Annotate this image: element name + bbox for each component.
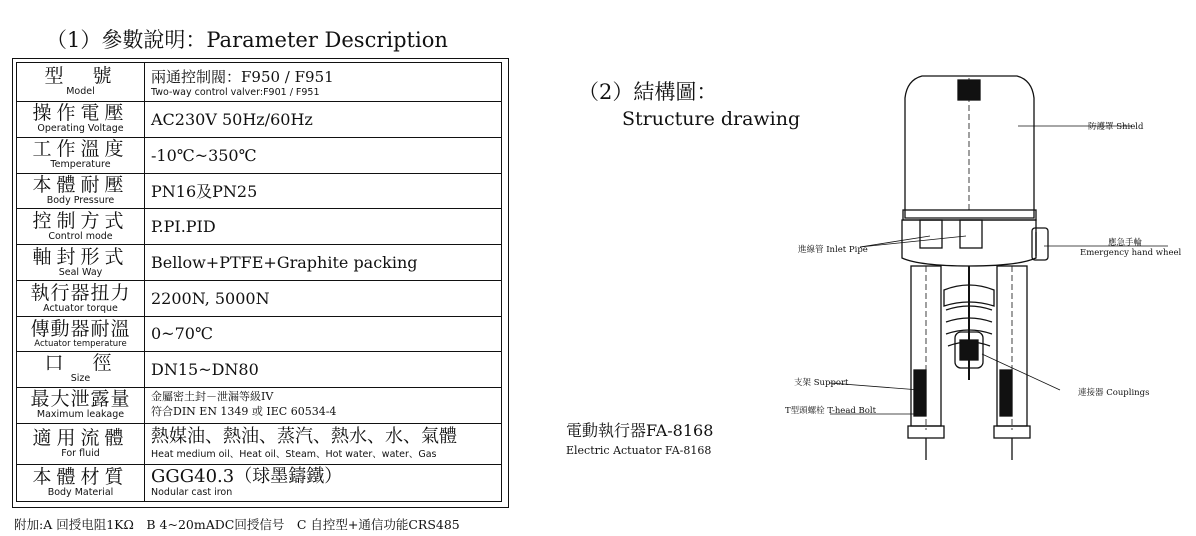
table-row — [17, 423, 502, 464]
value-sub: Heat medium oil、Heat oil、Steam、Hot water、water、Gas — [151, 449, 437, 461]
table-row — [17, 101, 502, 137]
callout-couplings: 連接器 Couplings — [1078, 388, 1150, 398]
value-sub: Nodular cast iron — [151, 487, 233, 499]
footnote: 附加:A 回授电阻1KΩ B 4~20mADC回授信号 C 自控型+通信功能CRS485 — [14, 517, 460, 532]
label-cell — [17, 423, 145, 464]
label-cell — [17, 245, 145, 281]
label-cell — [17, 101, 145, 137]
actuator-model-en: Electric Actuator FA-8168 — [566, 444, 712, 457]
label-cell — [17, 173, 145, 209]
table-row — [17, 281, 502, 317]
label-en: Body Material — [47, 487, 114, 498]
label-cell — [17, 137, 145, 173]
value-cell — [145, 63, 502, 102]
label-en: Maximum leakage — [36, 409, 125, 421]
label-cell — [17, 387, 145, 423]
label-cell — [17, 209, 145, 245]
label-zh: 適用流體 — [32, 426, 129, 449]
label-zh: 最大泄露量 — [30, 388, 131, 411]
label-cell — [17, 316, 145, 351]
table-row — [17, 316, 502, 351]
label-cell — [17, 281, 145, 317]
table-row — [17, 387, 502, 423]
label-cell — [17, 464, 145, 502]
table-row — [17, 173, 502, 209]
value-cell: DN15~DN80 — [145, 351, 502, 387]
value-cell — [145, 387, 502, 423]
label-zh: 工作溫度 — [32, 138, 129, 161]
value-cell — [145, 423, 502, 464]
table-row — [17, 351, 502, 387]
parameter-table — [16, 62, 502, 502]
label-zh: 本體材質 — [32, 466, 129, 488]
callout-hand-wheel-en: Emergency hand wheel — [1080, 248, 1182, 258]
section2-subtitle: Structure drawing — [622, 108, 801, 130]
label-en: Control mode — [48, 231, 113, 243]
callout-support: 支架 Support — [794, 378, 849, 388]
label-zh: 控制方式 — [32, 210, 129, 233]
label-cell — [17, 351, 145, 387]
value-cell: 0~70℃ — [145, 316, 502, 351]
label-en: For fluid — [61, 447, 100, 459]
label-zh: 傳動器耐溫 — [30, 317, 131, 340]
table-row — [17, 63, 502, 102]
label-zh: 執行器扭力 — [30, 281, 131, 304]
actuator-model: 電動執行器FA-8168 — [566, 421, 714, 440]
callout-t-bolt: T型頭螺栓 T-head Bolt — [785, 406, 877, 416]
value-text: 兩通控制閥：F950 / F951 — [151, 67, 334, 86]
callout-inlet-pipe: 進線管 Inlet Pipe — [798, 245, 868, 255]
value-cell: -10℃~350℃ — [145, 137, 502, 173]
table-row — [17, 245, 502, 281]
table-row — [17, 464, 502, 502]
label-en: Operating Voltage — [37, 123, 124, 135]
label-zh: 型 號 — [44, 65, 117, 88]
value-line2: 符合DIN EN 1349 或 IEC 60534-4 — [151, 405, 337, 419]
value-text: 熱媒油、熱油、蒸汽、熱水、水、氣體 — [151, 425, 457, 447]
section1-title: （1）參數說明：Parameter Description — [46, 28, 448, 52]
label-cell — [17, 63, 145, 102]
value-line1: 金屬密土封－泄漏等級IV — [151, 390, 274, 404]
callout-shield: 防護罩 Shield — [1088, 122, 1144, 132]
label-en: Seal Way — [58, 266, 103, 278]
label-zh: 操作電壓 — [32, 102, 129, 125]
table-row — [17, 137, 502, 173]
value-cell: AC230V 50Hz/60Hz — [145, 101, 502, 137]
value-cell: Bellow+PTFE+Graphite packing — [145, 245, 502, 281]
label-zh: 本體耐壓 — [32, 174, 129, 197]
label-en: Size — [70, 373, 91, 385]
table-row — [17, 209, 502, 245]
value-sub: Two-way control valver:F901 / F951 — [151, 86, 320, 98]
callout-hand-wheel-zh: 應急手輪 — [1108, 238, 1143, 248]
value-cell: 2200N, 5000N — [145, 281, 502, 317]
value-cell: P.PI.PID — [145, 209, 502, 245]
section2-title: （2）結構圖： — [578, 80, 718, 104]
label-zh: 軸封形式 — [32, 245, 129, 268]
label-en: Temperature — [50, 159, 111, 171]
label-en: Actuator torque — [43, 302, 118, 314]
label-en: Model — [66, 86, 95, 98]
label-en: Actuator temperature — [34, 338, 127, 349]
value-text: GGG40.3（球墨鑄鐵） — [151, 466, 343, 488]
value-cell — [145, 464, 502, 502]
label-zh: 口 徑 — [44, 352, 117, 375]
value-cell: PN16及PN25 — [145, 173, 502, 209]
label-en: Body Pressure — [46, 195, 115, 207]
